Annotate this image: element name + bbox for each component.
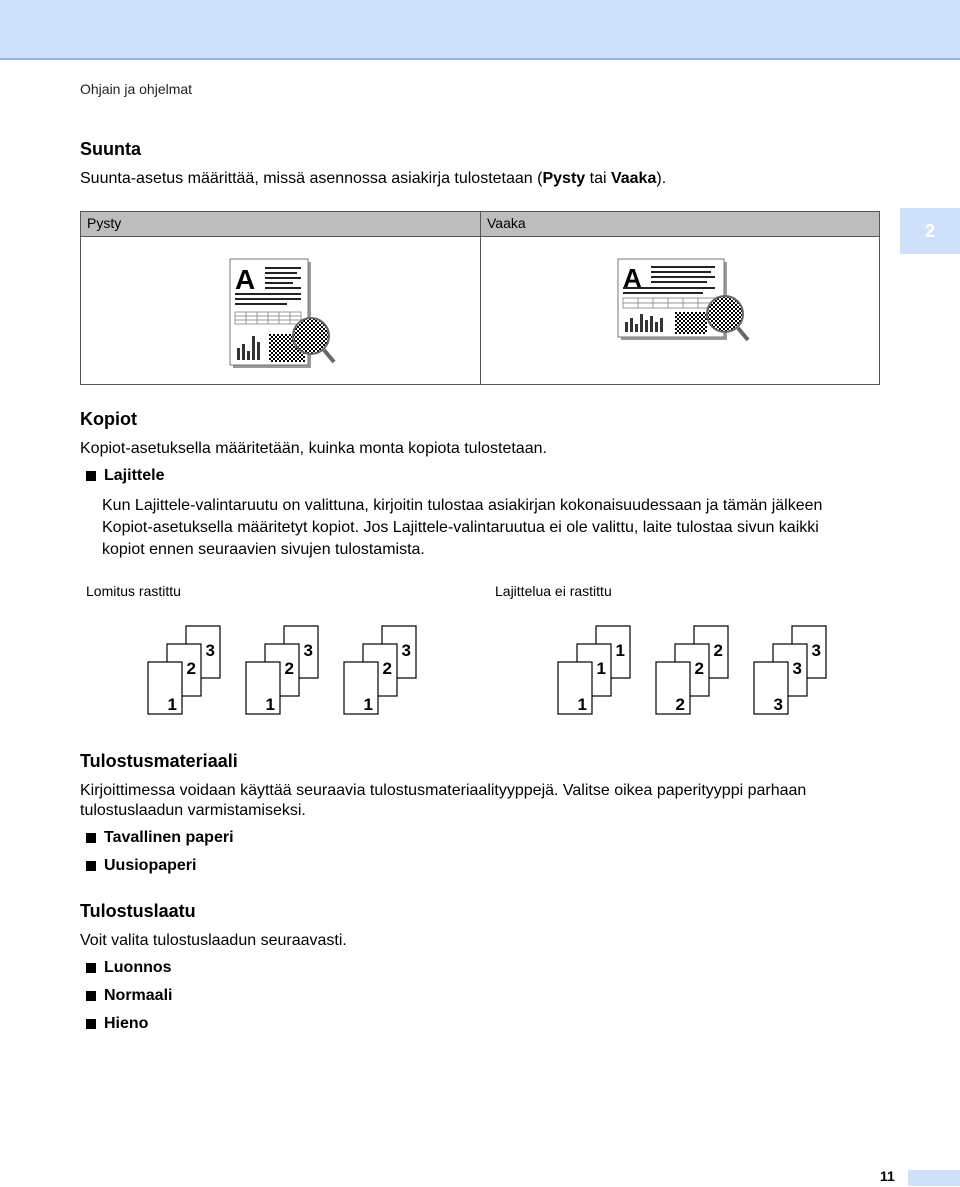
collation-illustration xyxy=(140,620,840,720)
laatu-text: Voit valita tulostuslaadun seuraavasti. xyxy=(80,932,347,949)
page-stack xyxy=(148,626,220,714)
landscape-page-illustration xyxy=(615,256,755,350)
page-stack xyxy=(558,626,630,714)
label-uncollated: Lajittelua ei rastittu xyxy=(495,583,612,599)
page-number-label: 3 xyxy=(401,641,411,660)
page-number-label: 1 xyxy=(363,695,373,714)
bullet-square-icon xyxy=(86,861,96,871)
bullet-square-icon xyxy=(86,991,96,1001)
bullet-square-icon xyxy=(86,1019,96,1029)
page-number-label: 3 xyxy=(792,659,802,678)
bullet-square-icon xyxy=(86,963,96,973)
page-stack xyxy=(344,626,416,714)
kopiot-text: Kopiot-asetuksella määritetään, kuinka monta kopiota tulostetaan. xyxy=(80,440,547,457)
page-number-label: 2 xyxy=(382,659,392,678)
svg-text:A: A xyxy=(623,263,642,293)
bullet-uusiopaperi: Uusiopaperi xyxy=(86,857,196,875)
page-stack xyxy=(656,626,728,714)
bullet-luonnos: Luonnos xyxy=(86,959,172,977)
bullet-hieno: Hieno xyxy=(86,1015,148,1033)
bullet-tavallinen-paperi: Tavallinen paperi xyxy=(86,829,234,847)
chapter-tab: 2 xyxy=(900,208,960,254)
page-number-label: 1 xyxy=(615,641,625,660)
materiaali-text: Kirjoittimessa voidaan käyttää seuraavia tulostusmateriaalityyppejä. Valitse oikea paperityyppi parhaan tulostuslaadun varmistamiseksi. xyxy=(80,782,807,819)
page-number-label: 3 xyxy=(773,695,783,714)
bullet-lajittele: Lajittele xyxy=(86,467,164,485)
page-number-label: 1 xyxy=(265,695,275,714)
header-pysty: Pysty xyxy=(87,215,122,231)
breadcrumb: Ohjain ja ohjelmat xyxy=(80,81,193,97)
bullet-square-icon xyxy=(86,471,96,481)
page-number-label: 3 xyxy=(303,641,313,660)
table-divider xyxy=(480,212,481,384)
portrait-page-illustration xyxy=(227,256,339,372)
page-number-label: 2 xyxy=(694,659,704,678)
page-stack xyxy=(754,626,826,714)
section-title-suunta: Suunta xyxy=(80,139,141,159)
page-number-label: 2 xyxy=(186,659,196,678)
top-band xyxy=(0,0,960,60)
label-collated: Lomitus rastittu xyxy=(86,583,181,599)
footer-band xyxy=(908,1170,960,1186)
page-number: 11 xyxy=(880,1168,895,1184)
svg-text:A: A xyxy=(235,264,256,295)
section-title-materiaali: Tulostusmateriaali xyxy=(80,751,238,771)
suunta-text: Suunta-asetus määrittää, missä asennossa asiakirja tulostetaan (Pysty tai Vaaka). xyxy=(80,170,667,187)
page-number-label: 3 xyxy=(205,641,215,660)
page-number-label: 3 xyxy=(811,641,821,660)
page-number-label: 1 xyxy=(577,695,587,714)
lajittele-paragraph: Kun Lajittele-valintaruutu on valittuna, kirjoitin tulostaa asiakirjan kokonaisuudessaan ja tämän jälkeen Kopiot-asetuksella määritetyt kopiot. Jos Lajittele-valintaruutua ei ole valittu, laite tulostaa sivun kaikki kopiot ennen seuraavien sivujen tulostamista. xyxy=(102,497,823,558)
section-title-kopiot: Kopiot xyxy=(80,409,137,429)
bullet-square-icon xyxy=(86,833,96,843)
page-number-label: 1 xyxy=(596,659,606,678)
header-vaaka: Vaaka xyxy=(487,215,526,231)
page-stack xyxy=(246,626,318,714)
page-number-label: 2 xyxy=(713,641,723,660)
page-number-label: 2 xyxy=(675,695,685,714)
bullet-normaali: Normaali xyxy=(86,987,172,1005)
orientation-table xyxy=(80,211,880,385)
page-number-label: 1 xyxy=(167,695,177,714)
section-title-laatu: Tulostuslaatu xyxy=(80,901,196,921)
page-number-label: 2 xyxy=(284,659,294,678)
